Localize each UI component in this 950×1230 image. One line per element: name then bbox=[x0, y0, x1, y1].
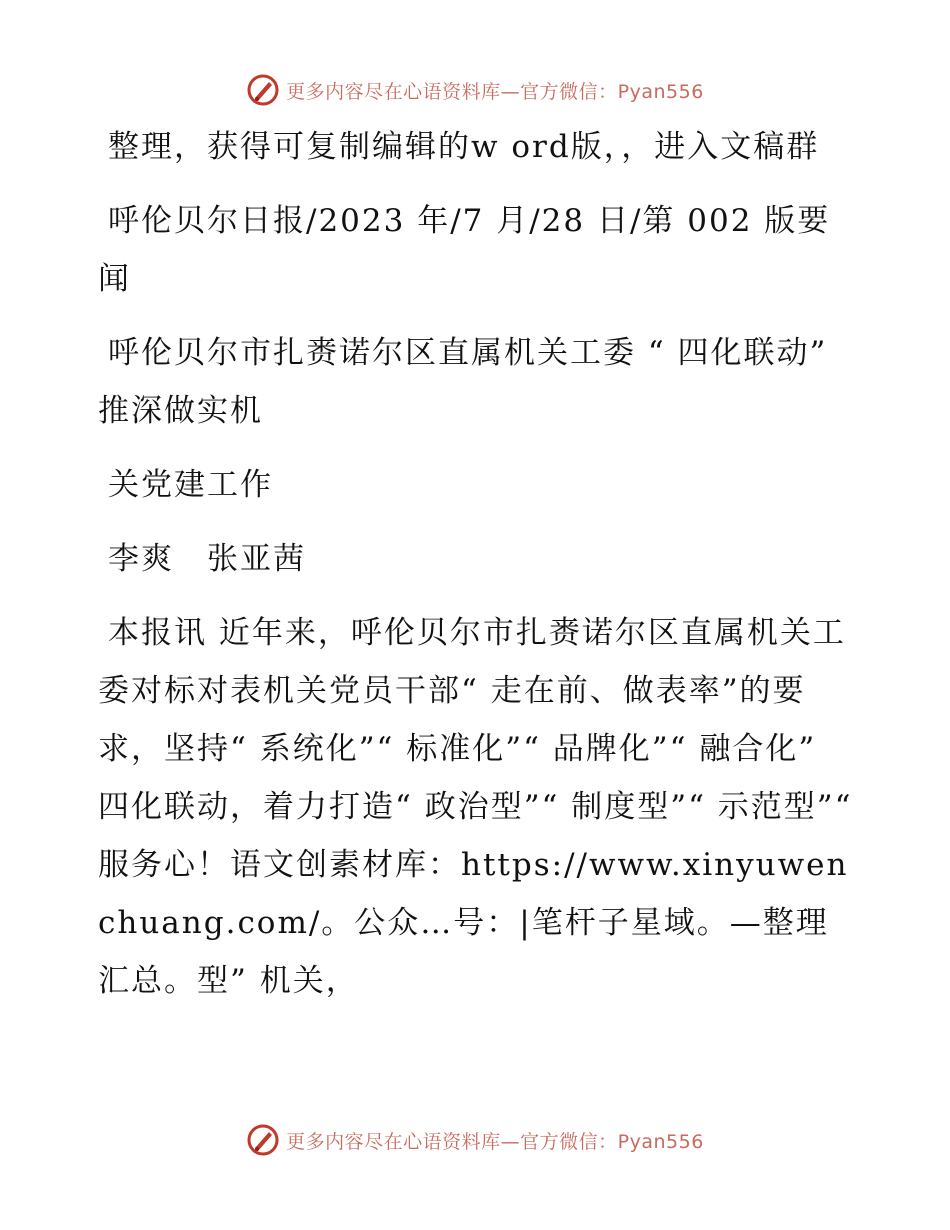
pen-seal-icon bbox=[246, 1123, 280, 1157]
article-title: 呼伦贝尔市扎赉诺尔区直属机关工委 “ 四化联动” 推深做实机 bbox=[98, 335, 828, 429]
source-line: 呼伦贝尔日报/2023 年/7 月/28 日/第 002 版要闻 bbox=[98, 203, 831, 297]
pen-seal-icon bbox=[246, 73, 280, 107]
footer-watermark bbox=[0, 1120, 950, 1160]
header-watermark bbox=[0, 70, 950, 110]
watermark-text: 更多内容尽在心语资料库—官方微信：Pyan556 bbox=[286, 1130, 704, 1153]
author-line: 李爽 张亚茜 bbox=[108, 541, 306, 577]
body-paragraph: 本报讯 近年来，呼伦贝尔市扎赉诺尔区直属机关工委对标对表机关党员干部“ 走在前、做表率”的要求，坚持“ 系统化”“ 标准化”“ 品牌化”“ 融合化” 四化联动，着力打造“ 政治型”“ 制度型”“ 示范型”“ 服务心！语文创素材库：https://www.xinyuwenchuang.com/。公众…号：|笔杆子星域。—整理汇总。型” 机关， bbox=[98, 615, 853, 999]
document-body bbox=[98, 118, 858, 1026]
watermark-text: 更多内容尽在心语资料库—官方微信：Pyan556 bbox=[286, 80, 704, 103]
intro-paragraph: 整理，获得可复制编辑的w ord版，，进入文稿群 bbox=[108, 129, 820, 165]
article-title-continued: 关党建工作 bbox=[108, 467, 273, 503]
